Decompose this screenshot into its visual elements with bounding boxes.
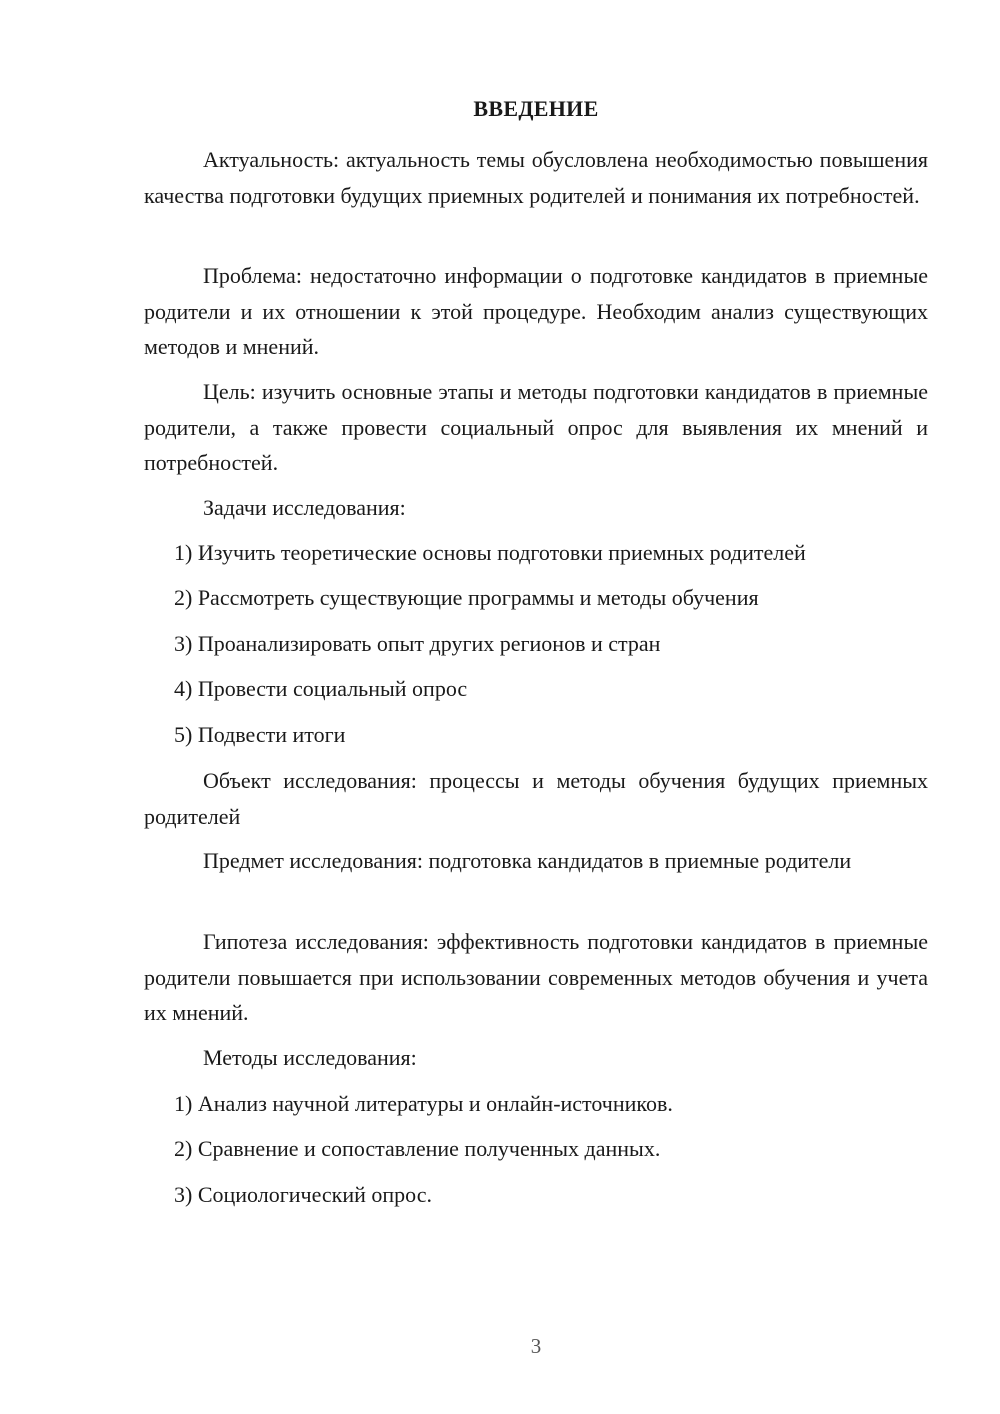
task-item-3: 3) Проанализировать опыт других регионов и стран: [174, 631, 661, 656]
goal-paragraph: Цель: изучить основные этапы и методы подготовки кандидатов в приемные родители, а также провести социальный опрос для выявления их мнений и потребностей.: [144, 379, 928, 475]
relevance-paragraph: Актуальность: актуальность темы обусловлена необходимостью повышения качества подготовки будущих приемных родителей и понимания их потребностей.: [144, 147, 928, 208]
object-paragraph: Объект исследования: процессы и методы обучения будущих приемных родителей: [144, 768, 928, 829]
task-item-1: 1) Изучить теоретические основы подготовки приемных родителей: [174, 540, 806, 565]
subject-paragraph: Предмет исследования: подготовка кандидатов в приемные родители: [203, 848, 852, 873]
hypothesis-paragraph: Гипотеза исследования: эффективность подготовки кандидатов в приемные родители повышается при использовании современных методов обучения и учета их мнений.: [144, 929, 928, 1025]
method-item-2: 2) Сравнение и сопоставление полученных данных.: [174, 1136, 661, 1161]
page-number: 3: [530, 1334, 542, 1358]
task-item-2: 2) Рассмотреть существующие программы и методы обучения: [174, 585, 759, 610]
method-item-3: 3) Социологический опрос.: [174, 1182, 432, 1207]
methods-title: Методы исследования:: [203, 1045, 417, 1070]
section-heading: ВВЕДЕНИЕ: [473, 96, 599, 121]
task-item-5: 5) Подвести итоги: [174, 722, 346, 747]
task-item-4: 4) Провести социальный опрос: [174, 676, 468, 701]
problem-paragraph: Проблема: недостаточно информации о подготовке кандидатов в приемные родители и их отношении к этой процедуре. Необходим анализ существующих методов и мнений.: [144, 263, 928, 359]
method-item-1: 1) Анализ научной литературы и онлайн-источников.: [174, 1091, 673, 1116]
tasks-title: Задачи исследования:: [203, 495, 406, 520]
